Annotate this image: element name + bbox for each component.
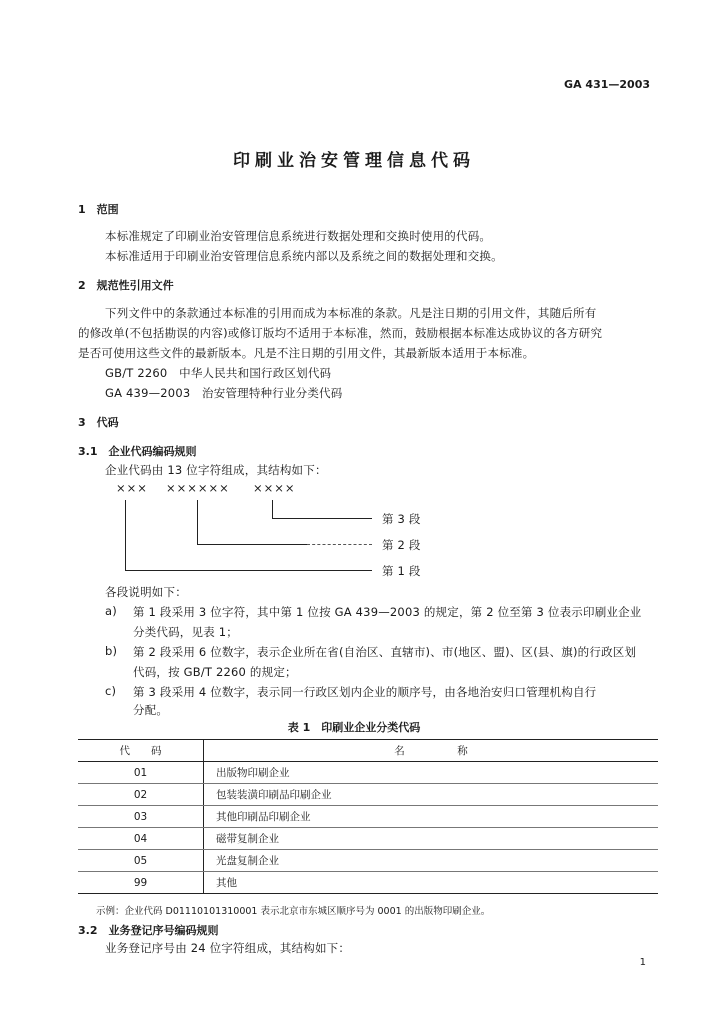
section-2-heading: 2 规范性引用文件 <box>78 279 174 292</box>
table-1-example-note: 示例：企业代码 D01110101310001 表示北京市东城区顺序号为 0001 的出版物印刷企业。 <box>96 906 491 917</box>
segment-2-placeholder: ×××××× <box>166 481 230 495</box>
column-header-name: 名 称 <box>204 740 659 762</box>
segment-1-connector-horizontal <box>125 570 372 571</box>
page-number: 1 <box>639 957 646 968</box>
item-b-label: b) <box>105 644 118 658</box>
table-1-caption: 表 1 印刷业企业分类代码 <box>287 721 421 734</box>
section-2-line-3: 是否可使用这些文件的最新版本。凡是不注日期的引用文件，其最新版本适用于本标准。 <box>78 346 535 360</box>
table-row <box>78 806 658 828</box>
segment-2-connector-vertical <box>197 500 198 544</box>
table-row <box>78 762 658 784</box>
item-c-label: c) <box>105 684 117 698</box>
segment-3-label: 第 3 段 <box>382 512 421 526</box>
table-cell-name: 其他 <box>204 872 659 894</box>
section-3-1-heading: 3.1 企业代码编码规则 <box>78 445 197 458</box>
table-cell-code: 05 <box>78 850 204 872</box>
table-header-row <box>78 740 658 762</box>
segment-3-connector-vertical <box>272 500 273 518</box>
table-cell-code: 04 <box>78 828 204 850</box>
section-3-heading: 3 代码 <box>78 416 119 429</box>
table-cell-code: 03 <box>78 806 204 828</box>
section-2-line-1: 下列文件中的条款通过本标准的引用而成为本标准的条款。凡是注日期的引用文件，其随后所有 <box>105 306 597 320</box>
segment-1-placeholder: ××× <box>116 481 148 495</box>
section-1-heading: 1 范围 <box>78 203 119 216</box>
reference-ga-439: GA 439—2003 治安管理特种行业分类代码 <box>105 386 343 400</box>
table-row <box>78 828 658 850</box>
table-cell-code: 99 <box>78 872 204 894</box>
item-a-line-2: 分类代码，见表 1； <box>133 625 238 639</box>
document-title: 印刷业治安管理信息代码 <box>233 151 475 171</box>
section-1-paragraph-2: 本标准适用于印刷业治安管理信息系统内部以及系统之间的数据处理和交换。 <box>105 249 503 263</box>
segment-2-label: 第 2 段 <box>382 538 421 552</box>
table-cell-name: 光盘复制企业 <box>204 850 659 872</box>
segment-2-connector-dash <box>307 544 372 545</box>
item-a-line-1: 第 1 段采用 3 位字符，其中第 1 位按 GA 439—2003 的规定，第 2 位至第 3 位表示印刷业企业 <box>133 605 642 619</box>
item-c-line-2: 分配。 <box>133 703 169 717</box>
segment-3-placeholder: ×××× <box>253 481 296 495</box>
standard-number: GA 431—2003 <box>564 78 650 91</box>
reference-gbt-2260: GB/T 2260 中华人民共和国行政区划代码 <box>105 366 332 380</box>
item-a-label: a) <box>105 604 117 618</box>
segment-2-connector-horizontal <box>197 544 307 545</box>
table-cell-name: 其他印刷品印刷企业 <box>204 806 659 828</box>
section-2-line-2: 的修改单(不包括勘误的内容)或修订版均不适用于本标准，然而，鼓励根据本标准达成协议的各方研究 <box>78 326 603 340</box>
table-row <box>78 784 658 806</box>
table-cell-code: 01 <box>78 762 204 784</box>
enterprise-classification-table <box>78 739 658 894</box>
column-header-code: 代 码 <box>78 740 204 762</box>
segment-3-connector-horizontal <box>272 518 372 519</box>
table-cell-name: 包装装潢印刷品印刷企业 <box>204 784 659 806</box>
table-row <box>78 850 658 872</box>
item-c-line-1: 第 3 段采用 4 位数字，表示同一行政区划内企业的顺序号，由各地治安归口管理机构自行 <box>133 685 597 699</box>
item-b-line-2: 代码，按 GB/T 2260 的规定； <box>133 665 297 679</box>
section-3-2-intro: 业务登记序号由 24 位字符组成，其结构如下： <box>105 941 351 955</box>
code-structure-intro: 企业代码由 13 位字符组成，其结构如下： <box>105 463 327 477</box>
table-cell-code: 02 <box>78 784 204 806</box>
section-1-paragraph-1: 本标准规定了印刷业治安管理信息系统进行数据处理和交换时使用的代码。 <box>105 229 492 243</box>
table-cell-name: 出版物印刷企业 <box>204 762 659 784</box>
segments-explanation-intro: 各段说明如下： <box>105 585 187 599</box>
table-cell-name: 磁带复制企业 <box>204 828 659 850</box>
segment-1-connector-vertical <box>125 500 126 570</box>
segment-1-label: 第 1 段 <box>382 564 421 578</box>
item-b-line-1: 第 2 段采用 6 位数字，表示企业所在省(自治区、直辖市)、市(地区、盟)、区(县、旗)的行政区划 <box>133 645 637 659</box>
table-row <box>78 872 658 894</box>
section-3-2-heading: 3.2 业务登记序号编码规则 <box>78 924 219 937</box>
